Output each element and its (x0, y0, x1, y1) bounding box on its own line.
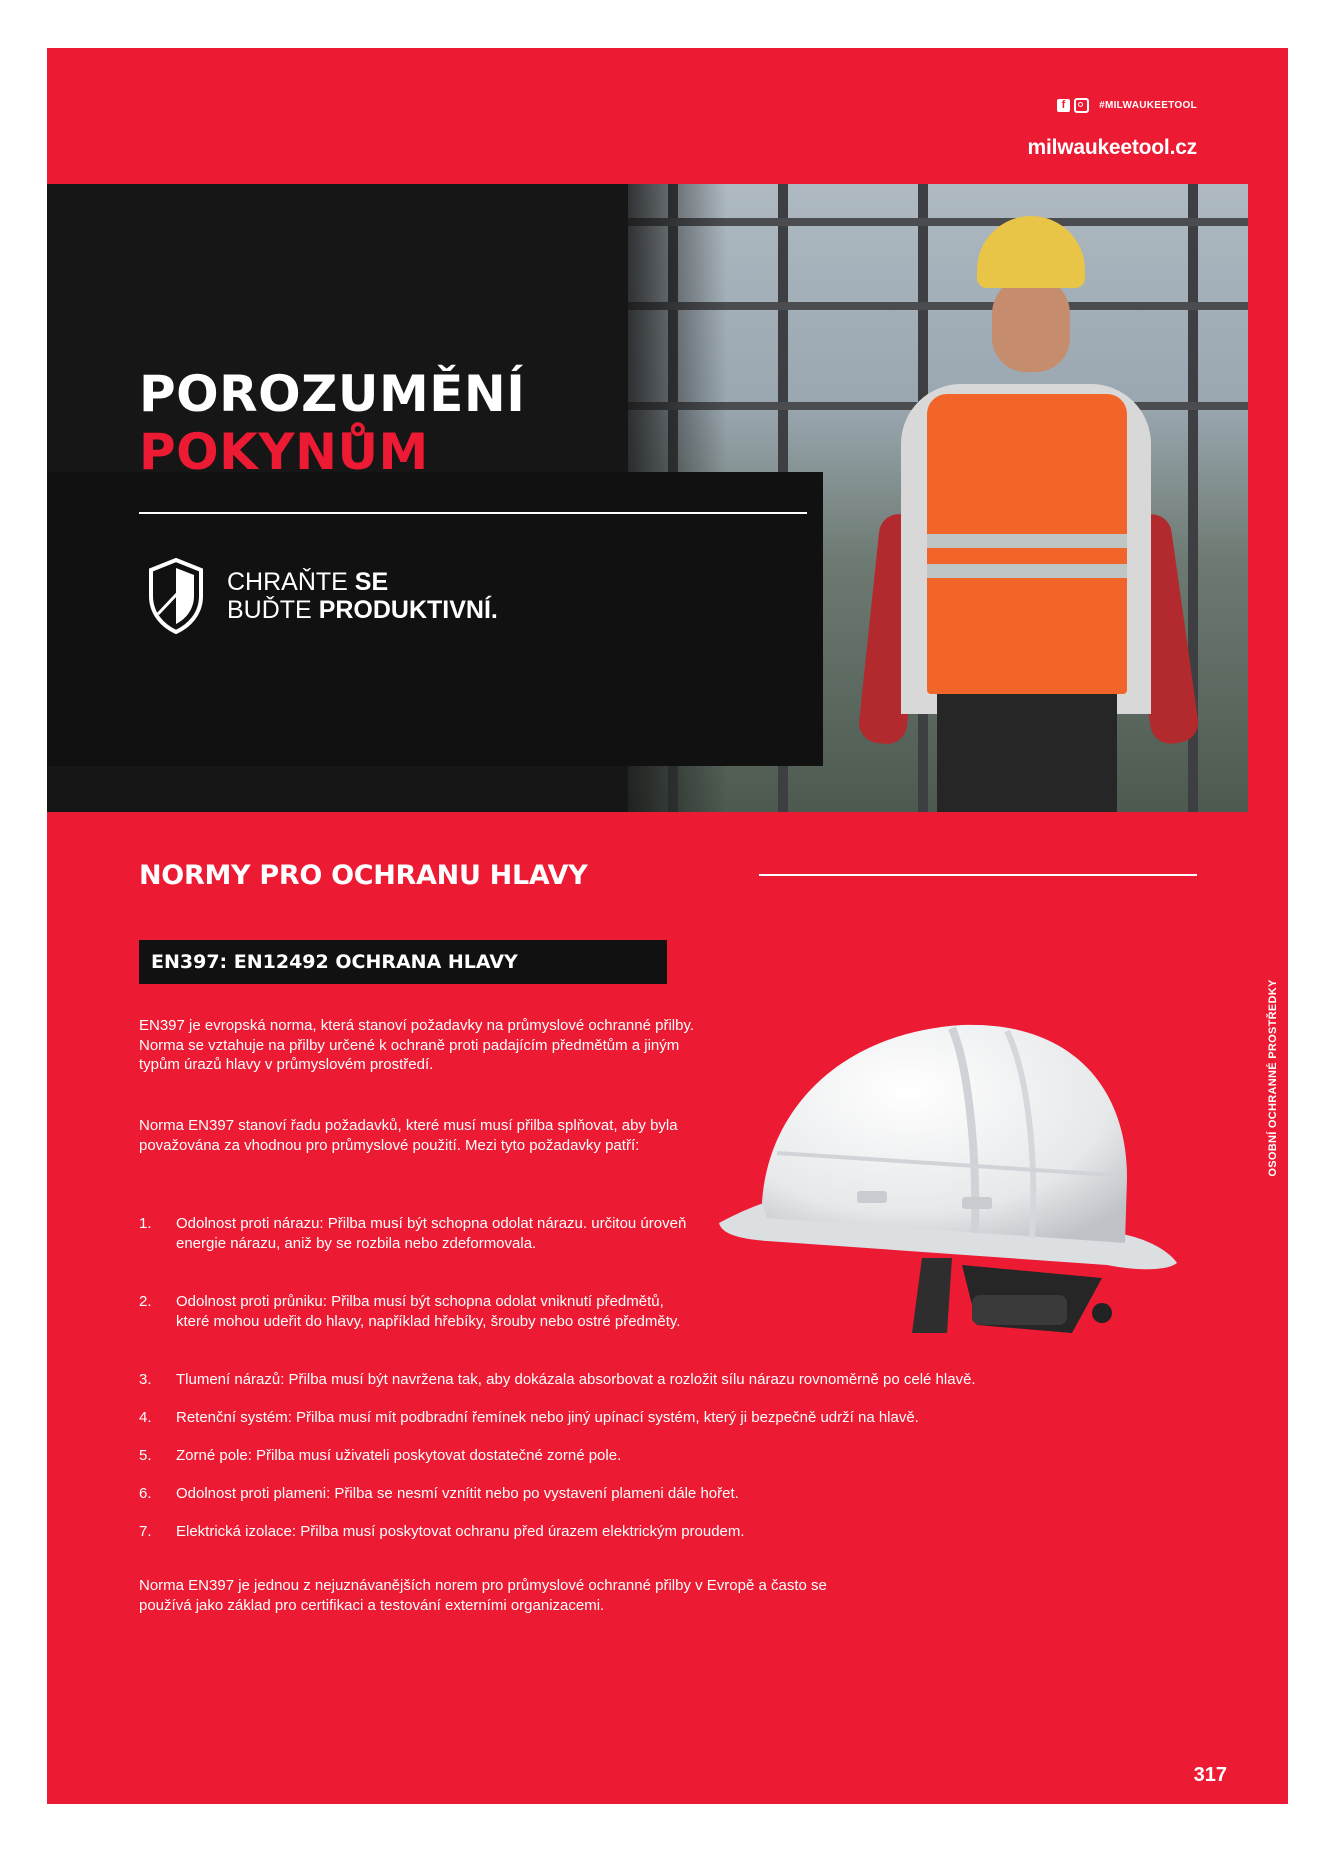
intro-paragraph: EN397 je evropská norma, která stanoví požadavky na průmyslové ochranné přilby. Norma se vztahuje na přilby určené k ochraně proti padajícím předmětům a jiným typům úrazů hlavy v průmyslovém prostředí. (139, 1017, 695, 1073)
section-divider (759, 874, 1197, 876)
standard-label: EN397: EN12492 OCHRANA HLAVY (139, 940, 667, 984)
website-link[interactable]: milwaukeetool.cz (1027, 136, 1197, 159)
catalog-page: f #MILWAUKEETOOL milwaukeetool.cz POROZUMĚNÍ POKYNŮM CHRAŇTE SE BUĎTE PRODUKTIVNÍ. NORMY PRO OCHRANU HLAVY EN397: EN12492 OCHRANA HLAVY OSOBNÍ OCHRANNÉ PROSTŘEDKY EN397 je evropská norma, která stanoví požadavky na průmyslové ochranné přilby. Norma se vztahuje na přilby určené k ochraně proti padajícím předmětům a jiným typům úrazů hlavy v průmyslovém prostředí. Norma EN397 stanoví řadu požadavků, které musí musí přilba splňovat, aby byla považována za vhodnou pro průmyslové použití. Mezi tyto požadavky patří: 1. Odolnost proti nárazu: Přilba musí být schopna odolat nárazu. určitou úroveň energie nárazu, aniž by se rozbila nebo zdeformovala. 2. Odolnost proti průniku: Přilba musí být schopna odolat vniknutí předmětů, které mohou udeřit do hlavy, například hřebíky, šrouby nebo ostré předměty. 3. Tlumení nárazů: Přilba musí být navržena tak, aby dokázala absorbovat a rozložit sílu nárazu rovnoměrně po celé hlavě. 4. Retenční systém: Přilba musí mít podbradní řemínek nebo jiný upínací systém, který ji bezpečně udrží na hlavě. 5. Zorné pole: Přilba musí uživateli poskytovat dostatečné zorné pole. 6. Odolnost proti plameni: Přilba se nesmí vznítit nebo po vystavení plameni dále hořet. 7. Elektrická izolace: Přilba musí poskytovat ochranu před úrazem elektrickým proudem. Norma EN397 je jednou z nejuznávanějších norem pro průmyslové ochranné přilby v Evropě a často se používá jako základ pro certifikaci a testování externími organizacemi. 317 (47, 48, 1288, 1804)
facebook-icon[interactable]: f (1057, 99, 1070, 112)
shield-icon (147, 558, 205, 634)
social-bar (1057, 98, 1197, 113)
hero-divider (139, 512, 807, 514)
hero-title-line2: POKYNŮM (139, 423, 429, 481)
hero-title-line1: POROZUMĚNÍ (139, 365, 526, 423)
page-number: 317 (1193, 1764, 1227, 1786)
hashtag: #MILWAUKEETOOL (1099, 100, 1197, 111)
hero-banner (47, 184, 1248, 812)
worker-head (992, 276, 1070, 372)
instagram-icon[interactable] (1074, 98, 1089, 113)
side-category-label: OSOBNÍ OCHRANNÉ PROSTŘEDKY (1267, 979, 1279, 1177)
requirements-intro: Norma EN397 stanoví řadu požadavků, které musí musí přilba splňovat, aby byla považována za vhodnou pro průmyslové použití. Mezi tyto požadavky patří: (139, 1117, 678, 1154)
tagline-line1: CHRAŇTE SE (227, 568, 389, 596)
section-heading: NORMY PRO OCHRANU HLAVY (139, 860, 588, 891)
worker-legs (937, 694, 1117, 812)
closing-paragraph: Norma EN397 je jednou z nejuznávanějších norem pro průmyslové ochranné přilby v Evropě a často se používá jako základ pro certifikaci a testování externími organizacemi. (139, 1577, 827, 1614)
hard-hat-image (707, 1003, 1207, 1343)
tagline-line2: BUĎTE PRODUKTIVNÍ. (227, 596, 498, 624)
